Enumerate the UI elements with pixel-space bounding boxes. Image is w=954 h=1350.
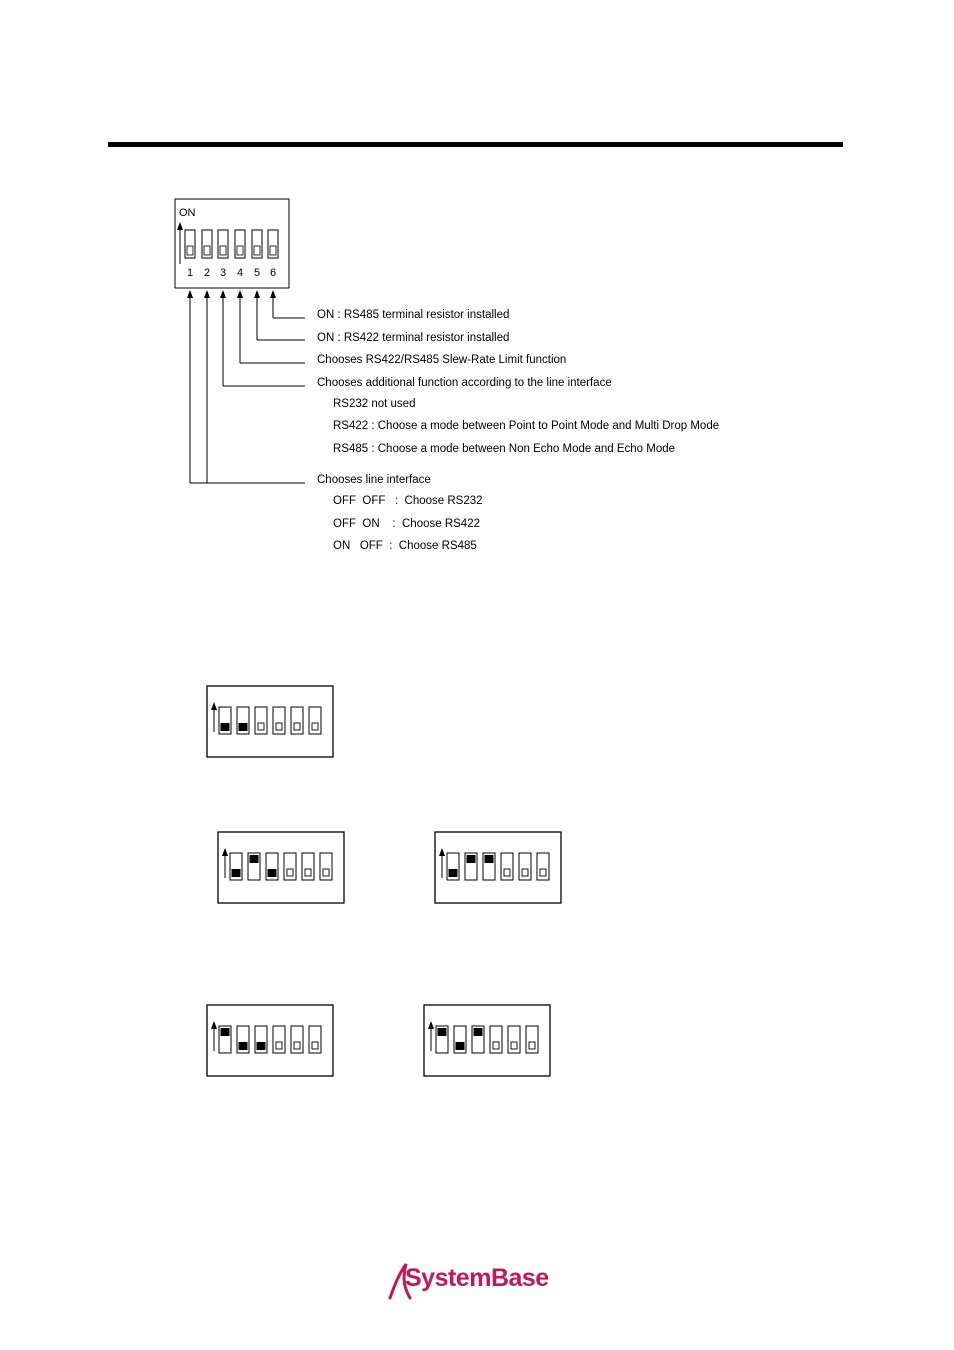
desc-sw3-detail: RS232 not used	[333, 398, 416, 410]
desc-sw12: Chooses line interface	[317, 474, 431, 486]
switch-number: 4	[236, 267, 244, 279]
switch-knob	[187, 246, 193, 255]
switch-number: 2	[203, 267, 211, 279]
switch-knob	[312, 1042, 318, 1049]
switch-knob	[276, 1042, 282, 1049]
switch-knob	[204, 246, 210, 255]
switch-number: 6	[269, 267, 277, 279]
switch-descriptions	[317, 309, 719, 552]
switch-knob-on	[438, 1028, 447, 1036]
switch-knob-on	[250, 855, 259, 863]
example-dip-switch	[207, 686, 333, 757]
switch-knob-off	[456, 1042, 465, 1050]
switch-knob	[504, 869, 510, 876]
switch-knob	[493, 1042, 499, 1049]
switch-knob	[287, 869, 293, 876]
switch-knob-off	[268, 869, 277, 877]
desc-sw12-detail: OFF ON : Choose RS422	[333, 518, 480, 530]
switch-knob-on	[474, 1028, 483, 1036]
switch-knob-off	[232, 869, 241, 877]
switch-knob	[529, 1042, 535, 1049]
example-dip-switch	[424, 1005, 550, 1076]
desc-sw3: Chooses additional function according to the line interface	[317, 377, 612, 389]
switch-knob	[323, 869, 329, 876]
switch-knob-off	[239, 723, 248, 731]
systembase-logo	[386, 1258, 566, 1308]
desc-sw6: ON : RS485 terminal resistor installed	[317, 309, 510, 321]
desc-sw3-detail: RS485 : Choose a mode between Non Echo Mode and Echo Mode	[333, 443, 676, 455]
switch-knob	[294, 1042, 300, 1049]
switch-knob	[522, 869, 528, 876]
switch-knob	[312, 723, 318, 730]
switch-knob	[254, 246, 260, 255]
switch-knob-off	[239, 1042, 248, 1050]
connector-lines	[190, 298, 305, 483]
switch-knob	[294, 723, 300, 730]
desc-sw4: Chooses RS422/RS485 Slew-Rate Limit function	[317, 354, 567, 366]
switch-knob-off	[449, 869, 458, 877]
switch-knob	[511, 1042, 517, 1049]
desc-sw3-detail: RS422 : Choose a mode between Point to Point Mode and Multi Drop Mode	[333, 420, 720, 432]
desc-sw12-detail: ON OFF : Choose RS485	[333, 540, 477, 552]
main-dip-switch	[175, 199, 289, 288]
connector-arrowheads	[187, 290, 276, 298]
switch-knob-on	[467, 855, 476, 863]
switch-knob-off	[257, 1042, 266, 1050]
switch-knob-on	[485, 855, 494, 863]
switch-knob	[220, 246, 226, 255]
switch-knob	[305, 869, 311, 876]
switch-number: 1	[186, 267, 194, 279]
switch-knob	[270, 246, 276, 255]
switch-knob-off	[221, 723, 230, 731]
switch-knob-on	[221, 1028, 230, 1036]
switch-knob	[276, 723, 282, 730]
switch-knob	[258, 723, 264, 730]
example-dip-switch	[218, 832, 344, 903]
switch-knob	[237, 246, 243, 255]
desc-sw5: ON : RS422 terminal resistor installed	[317, 332, 510, 344]
switch-number: 5	[253, 267, 261, 279]
example-dip-switch	[435, 832, 561, 903]
logo-text: SystemBase	[405, 1264, 549, 1292]
desc-sw12-detail: OFF OFF : Choose RS232	[333, 495, 483, 507]
example-dip-switch	[207, 1005, 333, 1076]
on-label: ON	[179, 207, 196, 219]
switch-knob	[540, 869, 546, 876]
switch-number: 3	[219, 267, 227, 279]
